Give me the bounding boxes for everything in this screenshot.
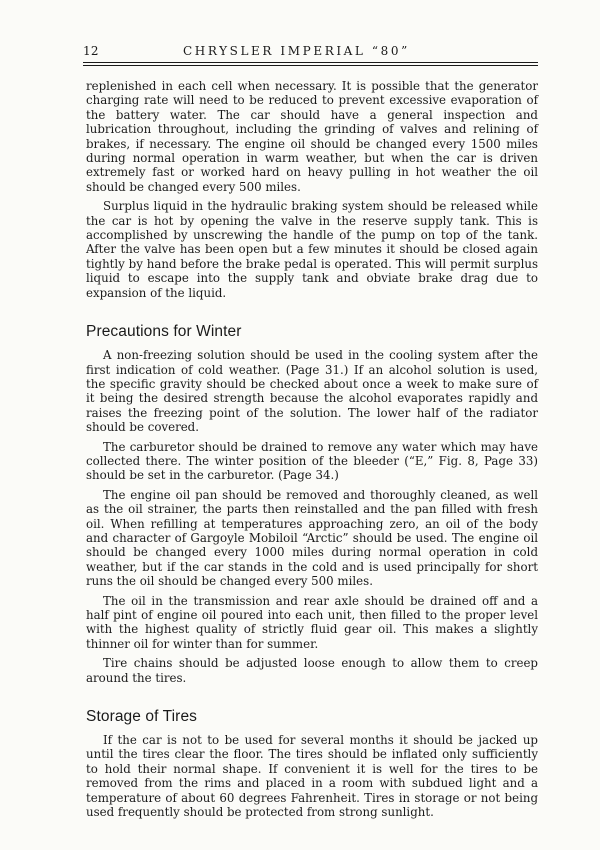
header-rule-top [83,62,538,63]
body-paragraph: A non-freezing solution should be used in the cooling system after the first indication of cold weather. (Page 31.) If an alcohol solution is used, the specific gravity should be checked about once a week to make sure of it being the desired strength because the alcohol evaporates rapidly and raises the freezing point of the solution. The lower half of the radiator should be covered. [86,348,538,435]
page-header [83,44,538,62]
running-title: CHRYSLER IMPERIAL “80” [183,44,410,58]
page-body [86,79,538,824]
body-paragraph: Tire chains should be adjusted loose enough to allow them to creep around the tires. [86,656,538,685]
section-heading-tires: Storage of Tires [86,708,198,726]
section-heading-winter: Precautions for Winter [86,323,242,341]
body-paragraph: replenished in each cell when necessary. It is possible that the generator charging rate will need to be reduced to prevent excessive evaporation of the battery water. The car should have a general inspection and lubrication throughout, including the grinding of valves and relining of brakes, if necessary. The engine oil should be changed every 1500 miles during normal operation in warm weather, but when the car is driven extremely fast or worked hard on heavy pulling in hot weather the oil should be changed every 500 miles. [86,79,538,194]
page-number: 12 [83,44,99,58]
header-rule-bottom [83,65,538,66]
body-paragraph: Surplus liquid in the hydraulic braking system should be released while the car is hot by opening the valve in the reserve supply tank. This is accomplished by unscrewing the handle of the pump on top of the tank. After the valve has been open but a few minutes it should be closed again tightly by hand before the brake pedal is operated. This will permit surplus liquid to escape into the supply tank and obviate brake drag due to expansion of the liquid. [86,199,538,300]
body-paragraph: The oil in the transmission and rear axle should be drained off and a half pint of engine oil poured into each unit, then filled to the proper level with the highest quality of strictly fluid gear oil. This makes a slightly thinner oil for winter than for summer. [86,593,538,651]
body-paragraph: The carburetor should be drained to remove any water which may have collected there. The winter position of the bleeder (“E,” Fig. 8, Page 33) should be set in the carburetor. (Page 34.) [86,439,538,483]
body-paragraph: If the car is not to be used for several months it should be jacked up until the tires clear the floor. The tires should be inflated only sufficiently to hold their normal shape. If convenient it is well for the tires to be removed from the rims and placed in a room with subdued light and a temperature of about 60 degrees Fahrenheit. Tires in storage or not being used frequently should be protected from strong sunlight. [86,733,538,820]
body-paragraph: The engine oil pan should be removed and thoroughly cleaned, as well as the oil strainer, the parts then reinstalled and the pan filled with fresh oil. When refilling at temperatures approaching zero, an oil of the body and character of Gargoyle Mobiloil “Arctic” should be used. The engine oil should be changed every 1000 miles during normal operation in cold weather, but if the car stands in the cold and is used principally for short runs the oil should be changed every 500 miles. [86,487,538,589]
